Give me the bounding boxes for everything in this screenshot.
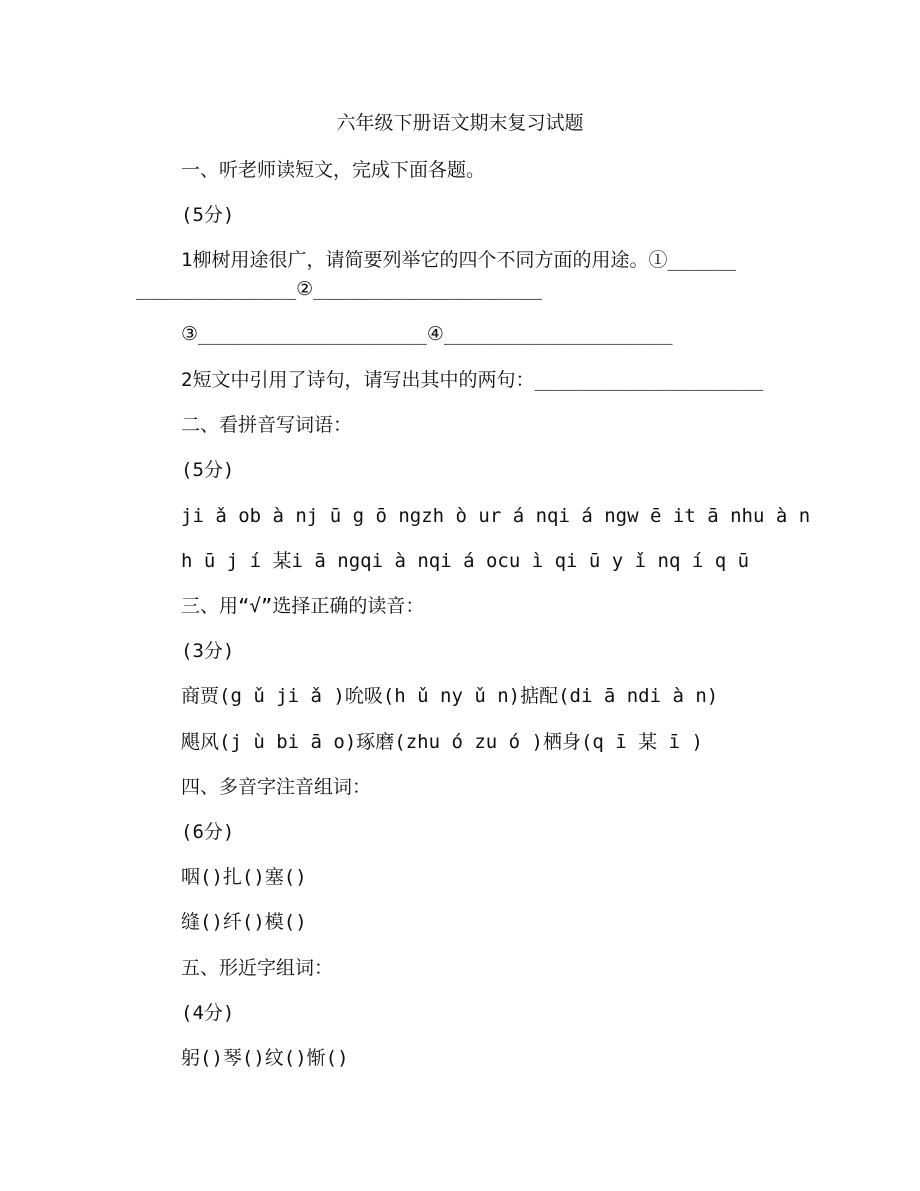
section-heading: 一、听老师读短文，完成下面各题。	[181, 159, 486, 181]
section-heading: 二、看拼音写词语：	[181, 414, 353, 436]
section-heading: 五、形近字组词：	[181, 957, 334, 979]
question-line: 飓风(j ù bi ā o)琢磨(zhu ó zu ó )栖身(q ī 某 ī )	[181, 731, 703, 753]
question-line: 2短文中引用了诗句，请写出其中的两句：____________________	[181, 369, 764, 391]
score-label: (4分)	[181, 1002, 235, 1024]
question-line: 商贾(g ǔ ji ǎ )吮吸(h ǔ ny ǔ n)掂配(di ā ndi à n)	[181, 685, 719, 707]
score-label: (5分)	[181, 204, 235, 226]
answer-blank-line: ③____________________④____________________	[181, 323, 673, 345]
section-heading: 三、用“√”选择正确的读音：	[181, 595, 425, 617]
page-title: 六年级下册语文期末复习试题	[336, 112, 584, 134]
score-label: (6分)	[181, 821, 235, 843]
question-line: 躬()琴()纹()惭()	[181, 1047, 349, 1069]
question-line: 缝()纤()模()	[181, 911, 307, 933]
pinyin-line: h ū j í 某i ā ngqi à nqi á ocu ì qi ū y ǐ nq í q ū	[181, 550, 750, 572]
section-heading: 四、多音字注音组词：	[181, 776, 372, 798]
pinyin-line: ji ǎ ob à nj ū g ō ngzh ò ur á nqi á ngw ē it ā nhu à n	[181, 505, 811, 527]
score-label: (3分)	[181, 640, 235, 662]
question-line: 咽()扎()塞()	[181, 866, 307, 888]
question-line: 1柳树用途很广，请简要列举它的四个不同方面的用途。①______	[181, 249, 737, 271]
score-label: (5分)	[181, 459, 235, 481]
answer-blank-line: ______________②____________________	[136, 278, 542, 300]
